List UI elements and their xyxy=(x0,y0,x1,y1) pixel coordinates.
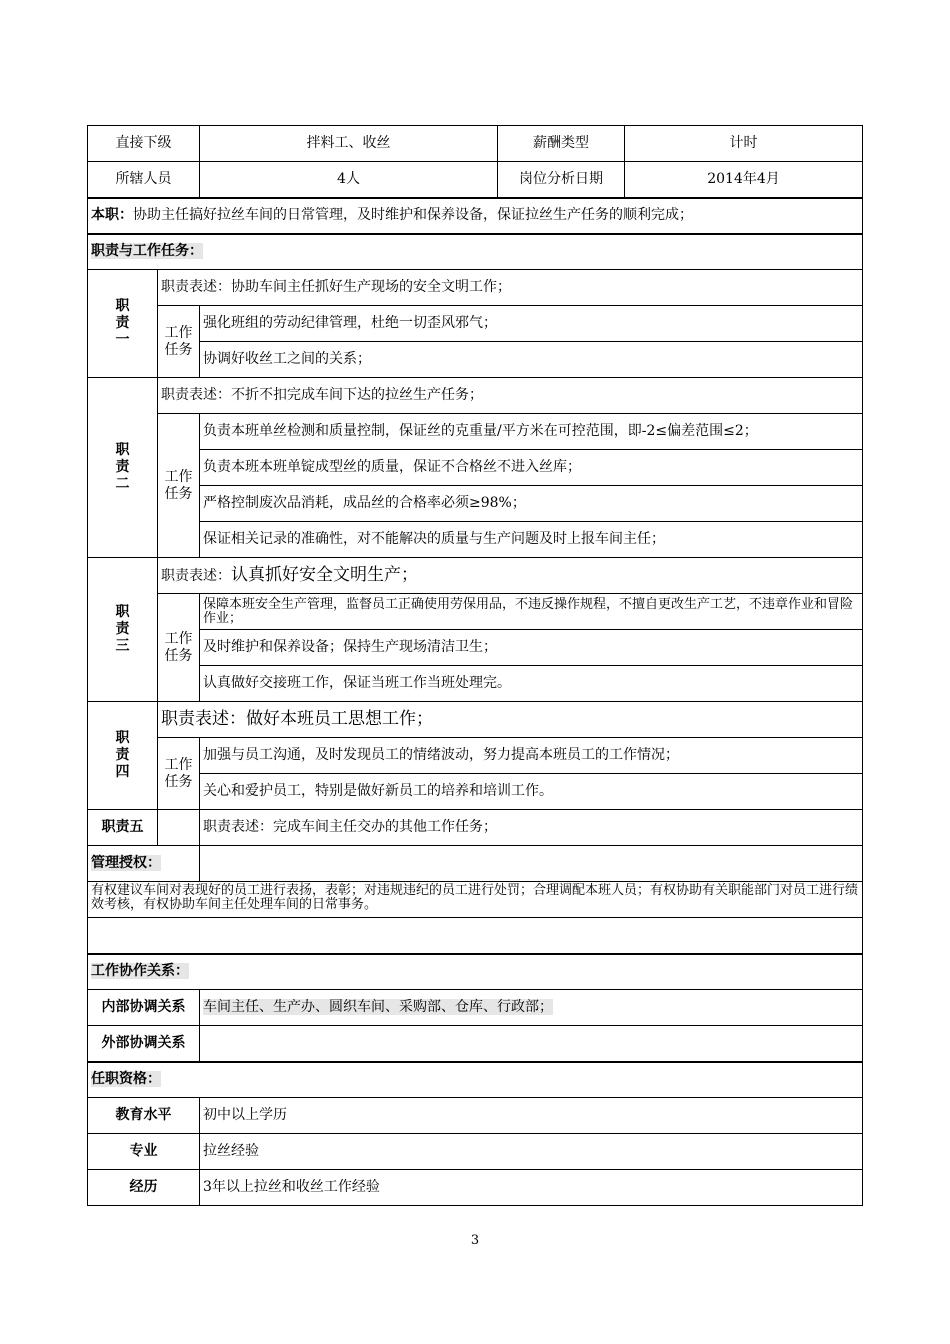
education-label: 教育水平 xyxy=(88,1098,200,1134)
duty-2-statement-row xyxy=(88,378,863,414)
experience-label: 经历 xyxy=(88,1170,200,1206)
duty-2-task-1: 负责本班单丝检测和质量控制，保证丝的克重量/平方米在可控范围，即-2≤偏差范围≤2； xyxy=(200,414,863,450)
external-coordination-value xyxy=(200,1026,863,1062)
duty-1-task-label: 工作任务 xyxy=(158,306,200,378)
duty-3-statement-row xyxy=(88,558,863,594)
qualifications-title-cell xyxy=(88,1062,863,1098)
experience-value: 3年以上拉丝和收丝工作经验 xyxy=(200,1170,863,1206)
duty-3-task-row xyxy=(88,666,863,702)
duty-4-task-label: 工作任务 xyxy=(158,738,200,810)
duty-2-task-label: 工作任务 xyxy=(158,414,200,558)
external-coordination-row xyxy=(88,1026,863,1062)
duty-1-name: 职责一 xyxy=(88,270,158,378)
cooperation-title: 工作协作关系： xyxy=(91,963,189,980)
role-row xyxy=(88,198,863,234)
duty-2-name: 职责二 xyxy=(88,378,158,558)
duty-4-task-2: 关心和爱护员工，特别是做好新员工的培养和培训工作。 xyxy=(200,774,863,810)
major-row xyxy=(88,1134,863,1170)
duty-4-statement-row xyxy=(88,702,863,738)
duties-title: 职责与工作任务： xyxy=(91,243,203,260)
analysis-date-label: 岗位分析日期 xyxy=(498,162,625,198)
duty-2-task-2: 负责本班本班单锭成型丝的质量，保证不合格丝不进入丝库； xyxy=(200,450,863,486)
experience-row xyxy=(88,1170,863,1206)
authority-blank-row xyxy=(88,918,863,954)
duty-3-task-3: 认真做好交接班工作，保证当班工作当班处理完。 xyxy=(200,666,863,702)
duty-1-task-2: 协调好收丝工之间的关系； xyxy=(200,342,863,378)
duty-3-statement xyxy=(158,558,863,594)
role-text: 协助主任搞好拉丝车间的日常管理，及时维护和保养设备，保证拉丝生产任务的顺利完成； xyxy=(133,207,693,223)
duty-1-task-row xyxy=(88,342,863,378)
duty-4-task-row xyxy=(88,774,863,810)
duty-2-task-row xyxy=(88,522,863,558)
education-row xyxy=(88,1098,863,1134)
authority-blank xyxy=(88,918,863,954)
duty-3-task-label: 工作任务 xyxy=(158,594,200,702)
duty-2-task-3: 严格控制废次品消耗，成品丝的合格率必须≥98%； xyxy=(200,486,863,522)
analysis-date-value: 2014年4月 xyxy=(625,162,863,198)
internal-coordination-row xyxy=(88,990,863,1026)
education-value: 初中以上学历 xyxy=(200,1098,863,1134)
staff-label: 所辖人员 xyxy=(88,162,200,198)
duty-1-task-1: 强化班组的劳动纪律管理，杜绝一切歪风邪气； xyxy=(200,306,863,342)
subordinate-label: 直接下级 xyxy=(88,126,200,162)
duty-3-statement-main: 认真抓好安全文明生产； xyxy=(231,564,418,585)
duty-5-row xyxy=(88,810,863,846)
pay-type-value: 计时 xyxy=(625,126,863,162)
page-number: 3 xyxy=(470,1233,480,1248)
authority-text-row xyxy=(88,882,863,918)
duty-5-empty xyxy=(158,810,200,846)
duty-4-task-1: 加强与员工沟通，及时发现员工的情绪波动，努力提高本班员工的工作情况； xyxy=(200,738,863,774)
duty-2-task-row xyxy=(88,486,863,522)
duties-title-cell xyxy=(88,234,863,270)
duties-title-row xyxy=(88,234,863,270)
subordinate-value: 拌料工、收丝 xyxy=(200,126,498,162)
duty-4-name: 职责四 xyxy=(88,702,158,810)
duty-4-task-row xyxy=(88,738,863,774)
duty-3-task-row xyxy=(88,630,863,666)
authority-title: 管理授权： xyxy=(91,855,161,871)
staff-value: 4人 xyxy=(200,162,498,198)
external-coordination-label: 外部协调关系 xyxy=(88,1026,200,1062)
duty-2-statement: 职责表述：不折不扣完成车间下达的拉丝生产任务； xyxy=(158,378,863,414)
qualifications-title-row xyxy=(88,1062,863,1098)
duty-4-statement: 职责表述：做好本班员工思想工作； xyxy=(158,702,863,738)
duty-2-task-4: 保证相关记录的准确性，对不能解决的质量与生产问题及时上报车间主任； xyxy=(200,522,863,558)
duty-3-task-row xyxy=(88,594,863,630)
job-description-form xyxy=(87,125,862,1206)
internal-coordination-cell xyxy=(200,990,863,1026)
duty-1-task-row xyxy=(88,306,863,342)
cooperation-title-cell xyxy=(88,954,863,990)
duty-1-statement-row xyxy=(88,270,863,306)
duty-5-statement: 职责表述：完成车间主任交办的其他工作任务； xyxy=(200,810,863,846)
cooperation-title-row xyxy=(88,954,863,990)
duty-5-name: 职责五 xyxy=(88,810,158,846)
role-label: 本职： xyxy=(91,207,133,223)
job-description-table xyxy=(87,125,863,1206)
duty-3-task-2: 及时维护和保养设备；保持生产现场清洁卫生； xyxy=(200,630,863,666)
duty-2-task-row xyxy=(88,414,863,450)
authority-text: 有权建议车间对表现好的员工进行表扬，表彰；对违规违纪的员工进行处罚；合理调配本班人员；有权协助有关职能部门对员工进行绩效考核，有权协助车间主任处理车间的日常事务。 xyxy=(88,882,863,918)
duty-3-statement-prefix: 职责表述： xyxy=(161,567,231,584)
internal-coordination-label: 内部协调关系 xyxy=(88,990,200,1026)
duty-1-statement: 职责表述：协助车间主任抓好生产现场的安全文明工作； xyxy=(158,270,863,306)
staff-row xyxy=(88,162,863,198)
internal-coordination-value: 车间主任、生产办、圆织车间、采购部、仓库、行政部； xyxy=(203,999,553,1015)
authority-title-cell xyxy=(88,846,200,882)
duty-3-name: 职责三 xyxy=(88,558,158,702)
authority-title-empty xyxy=(200,846,863,882)
qualifications-title: 任职资格： xyxy=(91,1071,161,1088)
duty-3-task-1: 保障本班安全生产管理，监督员工正确使用劳保用品，不违反操作规程，不擅自更改生产工艺，不违章作业和冒险作业； xyxy=(200,594,863,630)
major-label: 专业 xyxy=(88,1134,200,1170)
duty-2-task-row xyxy=(88,450,863,486)
major-value: 拉丝经验 xyxy=(200,1134,863,1170)
authority-title-row xyxy=(88,846,863,882)
subordinate-row xyxy=(88,126,863,162)
role-cell xyxy=(88,198,863,234)
pay-type-label: 薪酬类型 xyxy=(498,126,625,162)
